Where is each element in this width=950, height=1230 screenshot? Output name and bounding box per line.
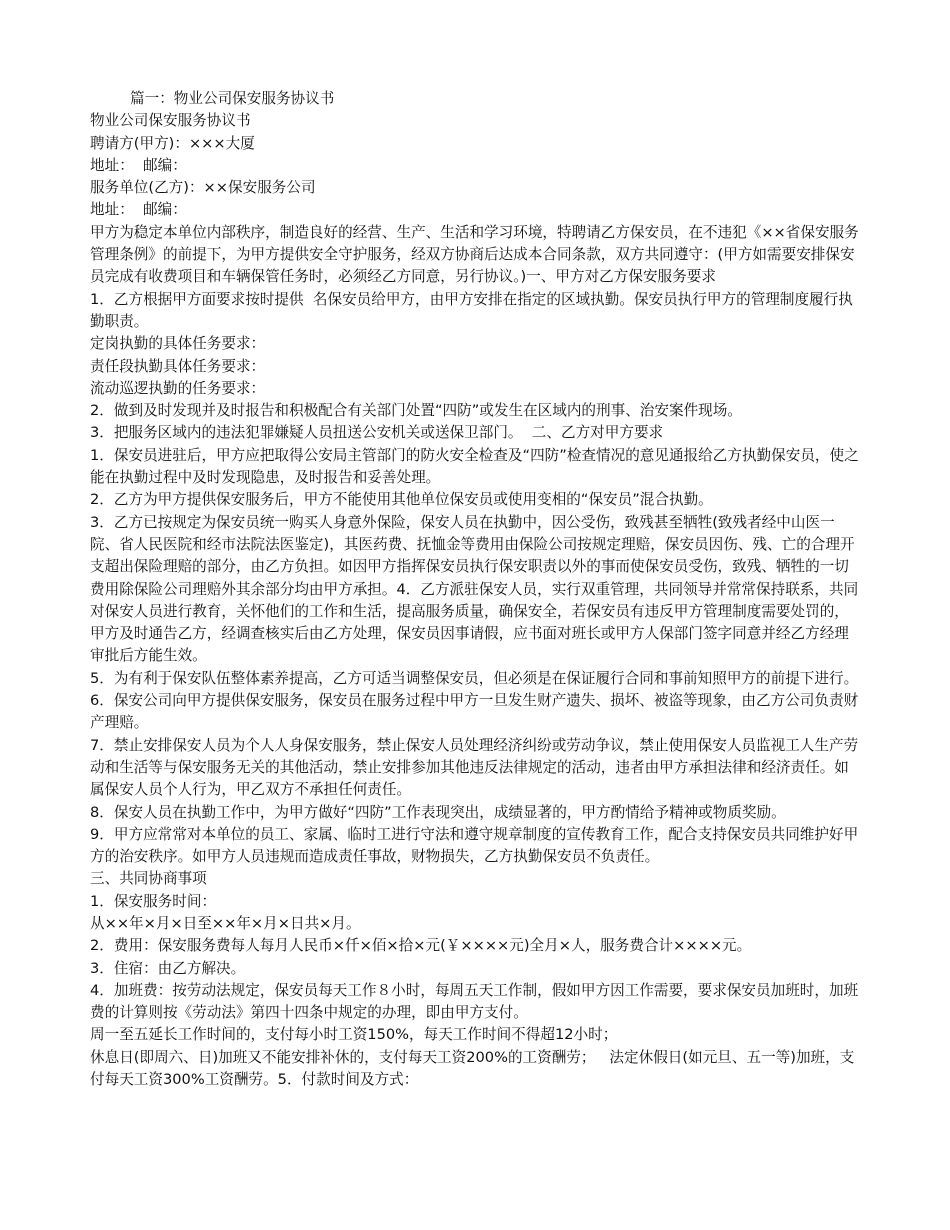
clause-paragraph: 1．保安员进驻后，甲方应把取得公安局主管部门的防火安全检查及“四防”检查情况的意见通报给乙方执勤保安员，使之能在执勤过程中及时发现隐患，及时报告和妥善处理。 [90, 446, 859, 487]
preamble-paragraph: 甲方为稳定本单位内部秩序，制造良好的经营、生产、生活和学习环境，特聘请乙方保安员，在不违犯《××省保安服务管理条例》的前提下，为甲方提供安全守护服务，经双方协商后达成本合同条款，双方共同遵守：(甲方如需要安排保安员完成有收费项目和车辆保管任务时，必须经乙方同意，另行协议。)一、甲方对乙方保安服务要求 [90, 223, 859, 286]
clause-paragraph: 流动巡逻执勤的任务要求： [90, 379, 266, 397]
clause-paragraph: 5．为有利于保安队伍整体素养提高，乙方可适当调整保安员，但必须是在保证履行合同和事前知照甲方的前提下进行。 [90, 669, 859, 687]
clause-paragraph: 定岗执勤的具体任务要求： [90, 335, 266, 353]
clause-paragraph: 休息日(即周六、日)加班又不能安排补休的，支付每天工资200%的工资酬劳； 法定休假日(如元旦、五一等)加班，支付每天工资300%工资酬劳。5．付款时间及方式： [90, 1048, 855, 1089]
section-heading: 篇一：物业公司保安服务协议书 [130, 90, 335, 107]
document-title: 物业公司保安服务协议书 [90, 112, 251, 130]
clause-paragraph: 3．住宿：由乙方解决。 [90, 959, 246, 977]
clause-paragraph: 7．禁止安排保安人员为个人人身保安服务，禁止保安人员处理经济纠纷或劳动争议，禁止使用保安人员监视工人生产劳动和生活等与保安服务无关的其他活动，禁止安排参加其他违反法律规定的活动，违者由甲方承担法律和经济责任。如属保安人员个人行为，甲乙双方不承担任何责任。 [90, 736, 859, 799]
clause-paragraph: 3．乙方已按规定为保安员统一购买人身意外保险，保安人员在执勤中，因公受伤，致残甚至牺牲(致残者经中山医一院、省人民医院和经市法院法医鉴定)，其医药费、抚恤金等费用由保险公司按规定理赔，保安员因伤、残、亡的合理开支超出保险理赔的部分，由乙方负担。如因甲方指挥保安员执行保安职责以外的事而使保安员受伤，致残、牺牲的一切费用除保险公司理赔外其余部分均由甲方承担。4．乙方派驻保安人员，实行双重管理，共同领导并常常保持联系，共同对保安人员进行教育，关怀他们的工作和生活，提高服务质量，确保安全，若保安员有违反甲方管理制度需要处罚的，甲方及时通告乙方，经调查核实后由乙方处理，保安员因事请假，应书面对班长或甲方人保部门签字同意并经乙方经理审批后方能生效。 [90, 513, 859, 665]
clause-paragraph: 8．保安人员在执勤工作中，为甲方做好“四防”工作表现突出，成绩显著的，甲方酌情给予精神或物质奖励。 [90, 803, 786, 821]
clause-paragraph: 2．做到及时发现并及时报告和积极配合有关部门处置“四防”或发生在区域内的刑事、治安案件现场。 [90, 402, 742, 420]
party-b-address: 地址： 邮编： [90, 201, 187, 219]
clause-paragraph: 从××年×月×日至××年×月×日共×月。 [90, 914, 361, 932]
clause-paragraph: 2．费用：保安服务费每人每月人民币×仟×佰×拾×元(￥××××元)全月×人，服务费合计××××元。 [90, 937, 752, 955]
clause-paragraph: 1．保安服务时间： [90, 892, 217, 910]
clause-paragraph: 1．乙方根据甲方面要求按时提供 名保安员给甲方，由甲方安排在指定的区域执勤。保安员执行甲方的管理制度履行执勤职责。 [90, 290, 853, 330]
clause-paragraph: 4．加班费：按劳动法规定，保安员每天工作８小时，每周五天工作制，假如甲方因工作需要，要求保安员加班时，加班费的计算则按《劳动法》第四十四条中规定的办理，即由甲方支付。 [90, 981, 859, 1022]
party-a-address: 地址： 邮编： [90, 156, 187, 174]
party-a: 聘请方(甲方)：×××大厦 [90, 134, 255, 152]
party-b: 服务单位(乙方)：××保安服务公司 [90, 179, 316, 197]
clause-paragraph: 9．甲方应常常对本单位的员工、家属、临时工进行守法和遵守规章制度的宣传教育工作，配合支持保安员共同维护好甲方的治安秩序。如甲方人员违规而造成责任事故，财物损失，乙方执勤保安员不负责任。 [90, 825, 859, 866]
clause-paragraph: 2．乙方为甲方提供保安服务后，甲方不能使用其他单位保安员或使用变相的“保安员”混合执勤。 [90, 491, 713, 509]
clause-paragraph: 6．保安公司向甲方提供保安服务，保安员在服务过程中甲方一旦发生财产遗失、损坏、被盗等现象，由乙方公司负责财产理赔。 [90, 692, 859, 732]
clause-paragraph: 周一至五延长工作时间的，支付每小时工资150%，每天工作时间不得超12小时； [90, 1026, 618, 1044]
clause-paragraph: 3．把服务区域内的违法犯罪嫌疑人员扭送公安机关或送保卫部门。 二、乙方对甲方要求 [90, 424, 664, 442]
clause-paragraph: 责任段执勤具体任务要求： [90, 357, 266, 375]
section-heading: 三、共同协商事项 [90, 870, 207, 888]
